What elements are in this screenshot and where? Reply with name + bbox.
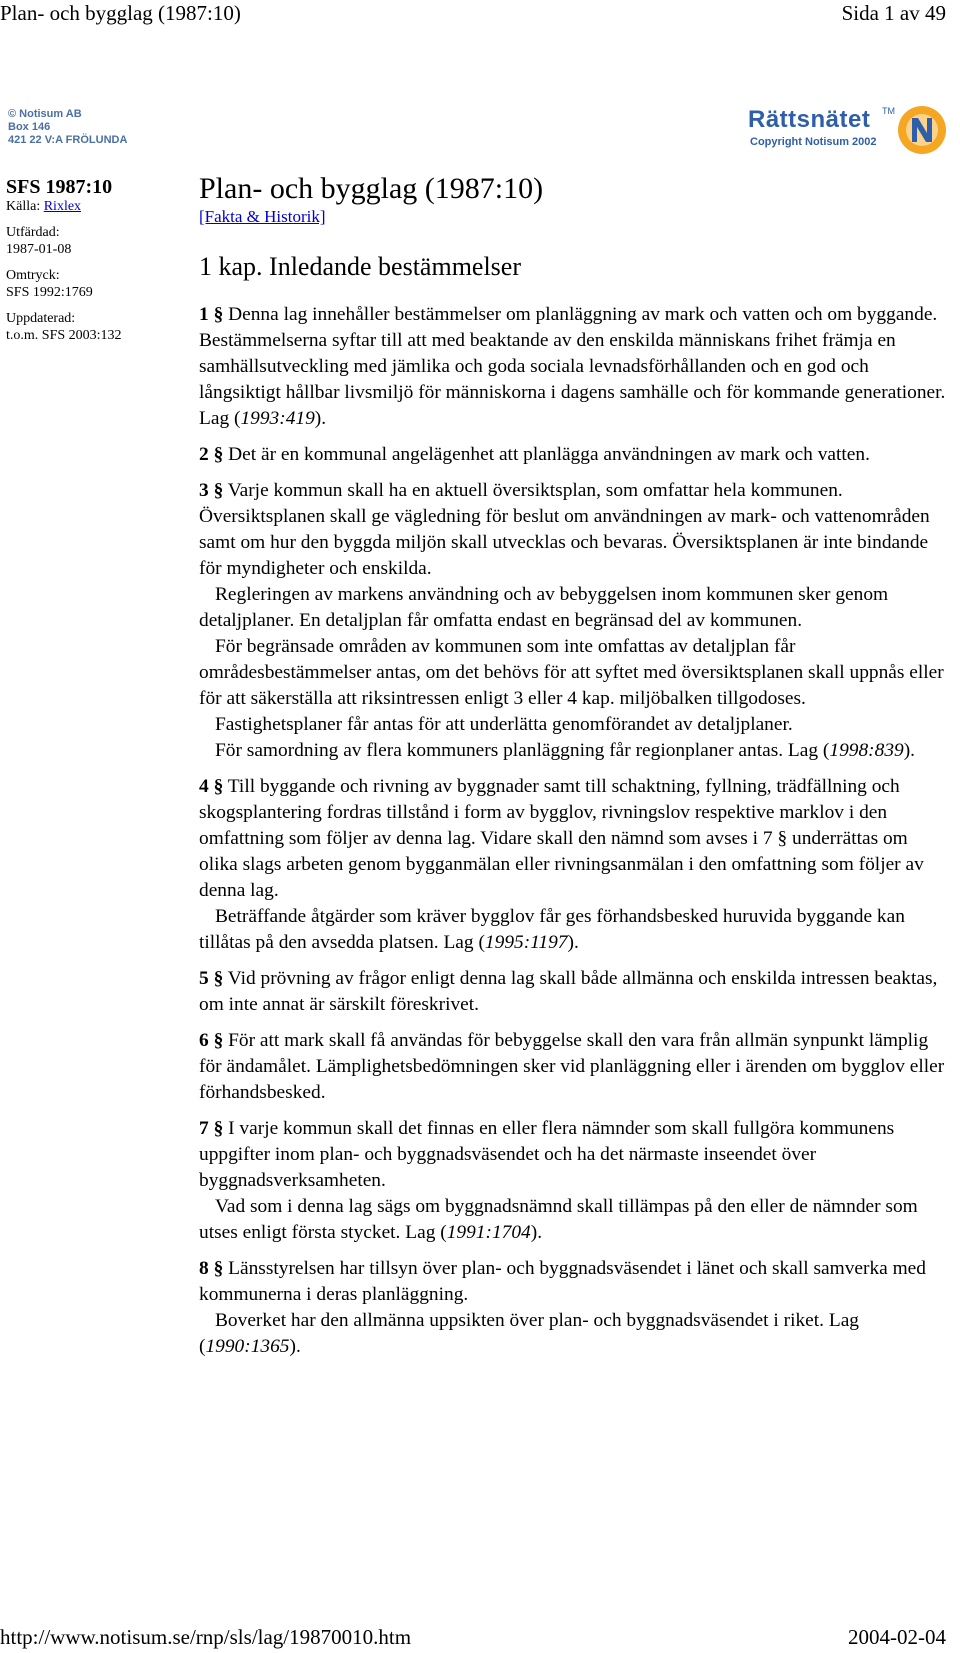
source-link-rixlex[interactable]: Rixlex — [43, 199, 82, 214]
section-number: 5 — [199, 968, 209, 989]
section-text: Varje kommun skall ha en aktuell översiktsplan, som omfattar hela kommunen. Översiktsplanen skall ge vägledning för beslut om användningen av mark- och vattenområden samt om hur den byggda miljön skall utvecklas och bevaras. Översiktsplanen är inte bindande för myndigheter och enskilda. — [199, 480, 930, 579]
updated-label: Uppdaterad: — [6, 311, 76, 326]
sfs-reference: 1998:839 — [829, 740, 904, 761]
print-header-title: Plan- och bygglag (1987:10) — [0, 1, 241, 25]
print-footer-date: 2004-02-04 — [848, 1625, 946, 1649]
issued-value: 1987-01-08 — [6, 242, 72, 257]
section-continuation — [199, 1194, 949, 1246]
section-text-end: ). — [567, 932, 579, 953]
section-continuation — [199, 1308, 949, 1360]
section-text: Vid prövning av frågor enligt denna lag skall både allmänna och enskilda intressen beaktas, om inte annat är särskilt föreskrivet. — [199, 968, 938, 1015]
notisum-logo-line: © Notisum AB — [8, 108, 82, 120]
issued-block — [6, 224, 186, 258]
document-info-sidebar — [6, 176, 186, 353]
print-footer-url: http://www.notisum.se/rnp/sls/lag/19870010.htm — [0, 1625, 412, 1649]
updated-block — [6, 310, 186, 344]
updated-value: t.o.m. SFS 2003:132 — [6, 328, 122, 343]
section-continuation — [199, 634, 949, 712]
print-footer — [0, 1624, 960, 1652]
sfs-reference: 1991:1704 — [446, 1222, 531, 1243]
paragraph-sign: § — [213, 444, 224, 465]
paragraph-sign: § — [213, 304, 224, 325]
rattsnatet-logo-name: Rättsnätet — [748, 106, 871, 133]
paragraph-sign: § — [213, 968, 224, 989]
paragraph-sign: § — [213, 776, 224, 797]
section-continuation — [199, 582, 949, 634]
rattsnatet-logo-copyright: Copyright Notisum 2002 — [750, 136, 877, 148]
section-text-end: ). — [530, 1222, 543, 1243]
section-paragraph — [199, 1028, 949, 1106]
reprint-block — [6, 267, 186, 301]
document-title: Plan- och bygglag (1987:10) — [199, 172, 544, 205]
paragraph-sign: § — [213, 480, 224, 501]
section-text: För begränsade områden av kommunen som inte omfattas av detaljplan får områdesbestämmelser antas, om det behövs för att syftet med översiktsplanen skall uppnås eller för att säkerställa att riksintressen enligt 3 eller 4 kap. miljöbalken tillgodoses. — [199, 636, 944, 709]
section-text-end: ). — [289, 1336, 301, 1357]
n-emblem-icon — [896, 104, 948, 156]
section-number: 3 — [199, 480, 209, 501]
source-row — [6, 198, 186, 215]
section-text: Beträffande åtgärder som kräver bygglov får ges förhandsbesked huruvida byggande kan tillåtas på den avsedda platsen. Lag ( — [199, 906, 905, 953]
rattsnatet-logo-tm: TM — [882, 106, 895, 116]
paragraph-sign: § — [213, 1030, 224, 1051]
sections-container — [199, 302, 949, 1360]
law-document — [199, 172, 949, 1360]
section-text: I varje kommun skall det finnas en eller flera nämnder som skall fullgöra kommunens uppgifter inom plan- och byggnadsväsendet och ha det närmaste inseendet över byggnadsverksamheten. — [199, 1118, 895, 1191]
reprint-value: SFS 1992:1769 — [6, 285, 93, 300]
print-header — [0, 0, 960, 28]
section-number: 4 — [199, 776, 209, 797]
sfs-reference: 1995:1197 — [484, 932, 568, 953]
fakta-historik-link[interactable]: [Fakta & Historik] — [199, 207, 326, 226]
notisum-logo — [8, 108, 127, 147]
section-text-end: ). — [903, 740, 916, 761]
section-paragraph — [199, 774, 949, 904]
section-paragraph — [199, 966, 949, 1018]
rattsnatet-logo — [748, 104, 948, 160]
sfs-number: SFS 1987:10 — [6, 176, 113, 198]
sfs-reference: 1990:1365 — [205, 1336, 290, 1357]
source-label: Källa: — [6, 199, 41, 214]
section-continuation — [199, 738, 949, 764]
section-paragraph — [199, 442, 949, 468]
section-number: 7 — [199, 1118, 209, 1139]
reprint-label: Omtryck: — [6, 268, 60, 283]
section-text: Vad som i denna lag sägs om byggnadsnämnd skall tillämpas på den eller de nämnder som utses enligt första stycket. Lag ( — [199, 1196, 918, 1243]
notisum-logo-line: 421 22 V:A FRÖLUNDA — [8, 134, 128, 146]
section-continuation — [199, 712, 949, 738]
section-text: Länsstyrelsen har tillsyn över plan- och byggnadsväsendet i länet och skall samverka med kommunerna i deras planläggning. — [199, 1258, 926, 1305]
section-paragraph — [199, 1116, 949, 1194]
section-continuation — [199, 904, 949, 956]
sfs-reference: 1993:419 — [240, 408, 315, 429]
section-text: Det är en kommunal angelägenhet att planlägga användningen av mark och vatten. — [228, 444, 870, 465]
section-number: 2 — [199, 444, 209, 465]
section-number: 1 — [199, 304, 209, 325]
issued-label: Utfärdad: — [6, 225, 60, 240]
section-text: Denna lag innehåller bestämmelser om planläggning av mark och vatten och om byggande. Bestämmelserna syftar till att med beaktande av den enskilda människans frihet främja en samhällsutveckling med jämlika och goda sociala levnadsförhållanden och en god och långsiktigt hållbar livsmiljö för människorna i dagens samhälle och för kommande generationer. Lag ( — [199, 304, 946, 429]
section-text: Till byggande och rivning av byggnader samt till schaktning, fyllning, trädfällning och skogsplantering fordras tillstånd i form av bygglov, rivningslov respektive marklov i den omfattning som följer av denna lag. Vidare skall den nämnd som avses i 7 § underrättas om olika slags arbeten genom bygganmälan eller rivningsanmälan i den omfattning som följer av denna lag. — [199, 776, 924, 901]
section-text: För att mark skall få användas för bebyggelse skall den vara från allmän synpunkt lämplig för ändamålet. Lämplighetsbedömningen sker vid planläggning eller i ärenden om bygglov eller förhandsbesked. — [199, 1030, 945, 1103]
section-text: Fastighetsplaner får antas för att underlätta genomförandet av detaljplaner. — [215, 714, 793, 735]
section-paragraph — [199, 478, 949, 582]
chapter-heading: 1 kap. Inledande bestämmelser — [199, 252, 521, 281]
section-text: Boverket har den allmänna uppsikten över plan- och byggnadsväsendet i riket. Lag ( — [199, 1310, 859, 1357]
section-paragraph — [199, 1256, 949, 1308]
paragraph-sign: § — [213, 1258, 224, 1279]
section-paragraph — [199, 302, 949, 432]
section-text: För samordning av flera kommuners planläggning får regionplaner antas. Lag ( — [215, 740, 830, 761]
section-number: 8 — [199, 1258, 209, 1279]
paragraph-sign: § — [213, 1118, 224, 1139]
notisum-logo-line: Box 146 — [8, 121, 51, 133]
section-number: 6 — [199, 1030, 209, 1051]
print-header-page: Sida 1 av 49 — [841, 1, 946, 25]
section-text-end: ). — [314, 408, 327, 429]
section-text: Regleringen av markens användning och av bebyggelsen inom kommunen sker genom detaljplaner. En detaljplan får omfatta endast en begränsad del av kommunen. — [199, 584, 889, 631]
